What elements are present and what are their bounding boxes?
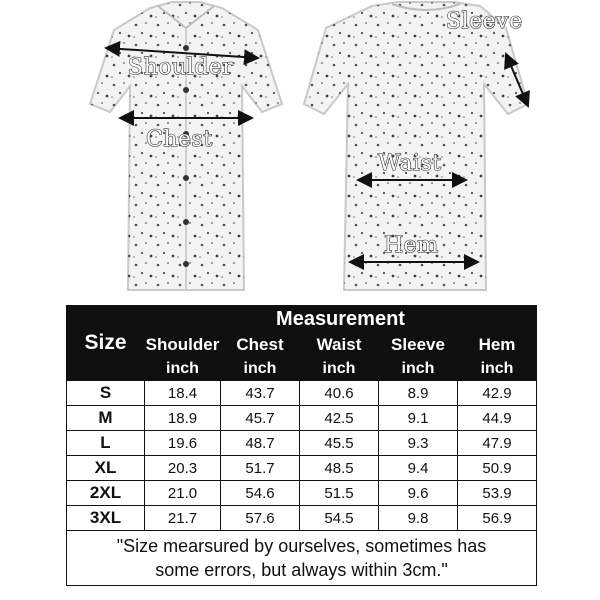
- size-cell: 2XL: [67, 481, 145, 506]
- value-cell: 51.7: [221, 456, 300, 481]
- sleeve-label: Sleeve: [446, 9, 523, 34]
- column-header-shoulder: Shoulder: [145, 333, 221, 358]
- shoulder-label: Shoulder: [128, 55, 234, 80]
- size-disclaimer-note: [67, 531, 537, 586]
- column-header-waist: Waist: [300, 333, 379, 358]
- table-row: [67, 381, 537, 406]
- note-line-2: some errors, but always within 3cm.": [155, 560, 448, 580]
- table-row: [67, 506, 537, 531]
- value-cell: 54.6: [221, 481, 300, 506]
- column-header-chest: Chest: [221, 333, 300, 358]
- value-cell: 40.6: [300, 381, 379, 406]
- value-cell: 18.4: [145, 381, 221, 406]
- measurement-header: Measurement: [145, 306, 537, 333]
- value-cell: 47.9: [458, 431, 537, 456]
- value-cell: 21.0: [145, 481, 221, 506]
- value-cell: 19.6: [145, 431, 221, 456]
- shirt-measurement-diagram: [0, 0, 600, 296]
- value-cell: 53.9: [458, 481, 537, 506]
- size-cell: L: [67, 431, 145, 456]
- value-cell: 21.7: [145, 506, 221, 531]
- value-cell: 54.5: [300, 506, 379, 531]
- value-cell: 9.6: [379, 481, 458, 506]
- table-row: [67, 456, 537, 481]
- table-row: [67, 431, 537, 456]
- value-cell: 8.9: [379, 381, 458, 406]
- hem-label: Hem: [384, 233, 439, 258]
- value-cell: 48.5: [300, 456, 379, 481]
- value-cell: 45.7: [221, 406, 300, 431]
- value-cell: 57.6: [221, 506, 300, 531]
- value-cell: 44.9: [458, 406, 537, 431]
- value-cell: 42.5: [300, 406, 379, 431]
- note-line-1: "Size mearsured by ourselves, sometimes has: [116, 536, 487, 556]
- unit-label: inch: [379, 358, 458, 381]
- value-cell: 48.7: [221, 431, 300, 456]
- value-cell: 42.9: [458, 381, 537, 406]
- size-cell: 3XL: [67, 506, 145, 531]
- unit-label: inch: [221, 358, 300, 381]
- table-row: [67, 481, 537, 506]
- value-cell: 51.5: [300, 481, 379, 506]
- value-cell: 9.3: [379, 431, 458, 456]
- value-cell: 20.3: [145, 456, 221, 481]
- size-header: Size: [67, 306, 145, 381]
- value-cell: 9.4: [379, 456, 458, 481]
- value-cell: 50.9: [458, 456, 537, 481]
- table-row: [67, 406, 537, 431]
- value-cell: 45.5: [300, 431, 379, 456]
- waist-label: Waist: [378, 151, 442, 176]
- unit-label: inch: [458, 358, 537, 381]
- value-cell: 18.9: [145, 406, 221, 431]
- column-header-hem: Hem: [458, 333, 537, 358]
- value-cell: 9.1: [379, 406, 458, 431]
- value-cell: 56.9: [458, 506, 537, 531]
- value-cell: 9.8: [379, 506, 458, 531]
- size-chart-table: [66, 305, 537, 586]
- unit-label: inch: [145, 358, 221, 381]
- column-header-sleeve: Sleeve: [379, 333, 458, 358]
- value-cell: 43.7: [221, 381, 300, 406]
- chest-label: Chest: [146, 127, 213, 152]
- unit-label: inch: [300, 358, 379, 381]
- size-cell: S: [67, 381, 145, 406]
- size-cell: M: [67, 406, 145, 431]
- size-cell: XL: [67, 456, 145, 481]
